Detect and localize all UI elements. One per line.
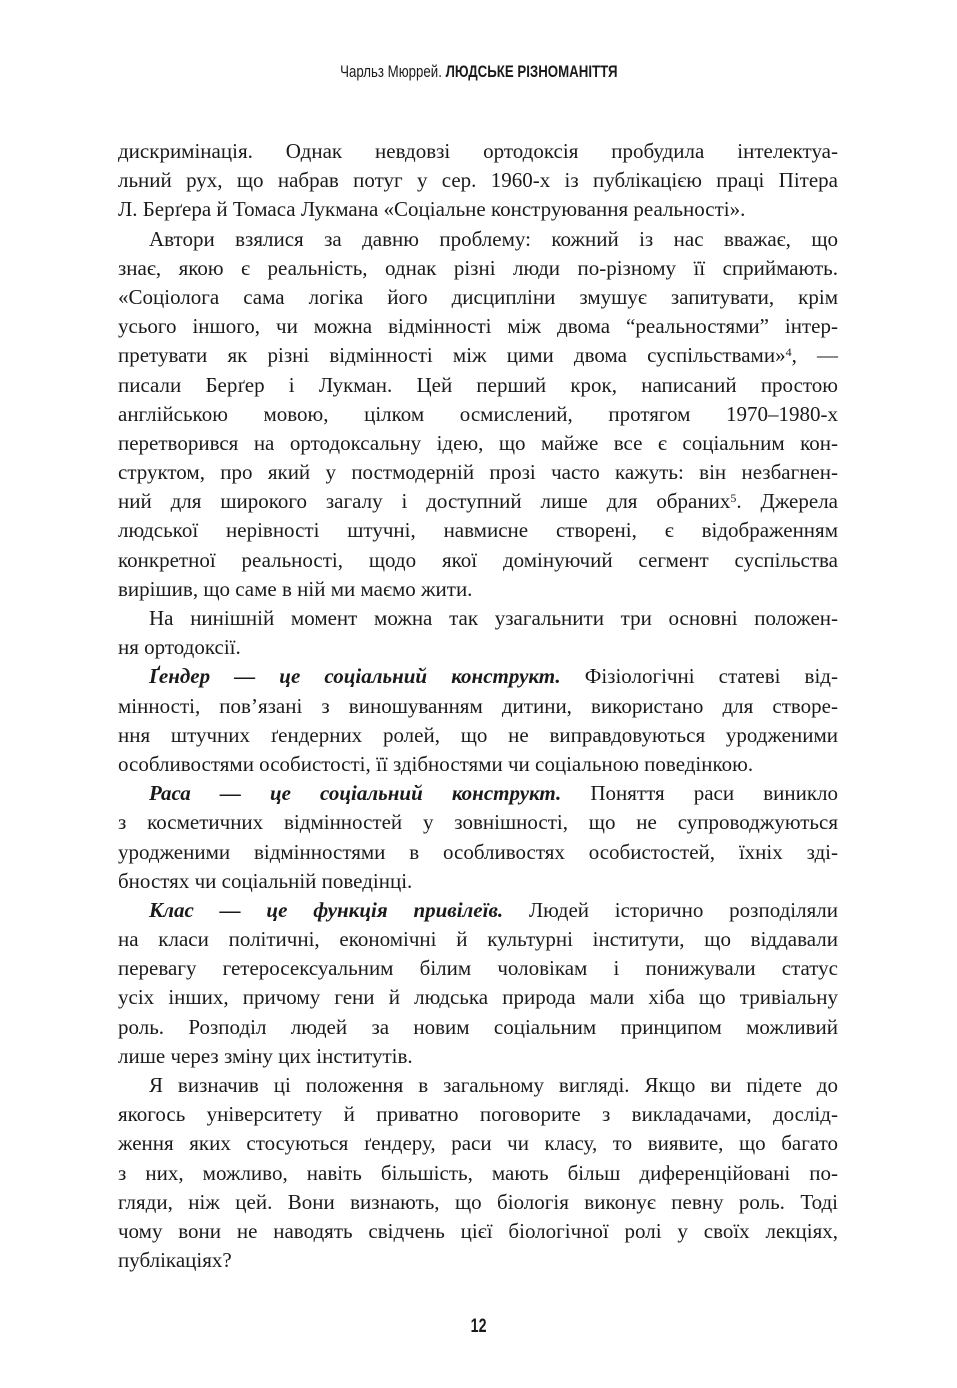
text-line: Л. Берґера й Томаса Лукмана «Соціальне конструювання реальності».: [118, 197, 746, 222]
line-text: Поняття раси виникло: [590, 781, 839, 806]
running-header: [0, 58, 957, 86]
text-line: роль. Розподіл людей за новим соціальним принципом можливий: [118, 1014, 838, 1039]
page-body: [118, 137, 838, 1275]
text-line: Я визначив ці положення в загальному вигляді. Якщо ви підете до: [149, 1073, 838, 1097]
header-book-title: ЛЮДСЬКЕ РІЗНОМАНІТТЯ: [445, 62, 618, 81]
text-line: вирішив, що саме в ній ми маємо жити.: [118, 576, 473, 601]
text-line: усіх інших, причому гени й людська природа мали хіба що тривіальну: [118, 985, 838, 1010]
text-line: лише через зміну цих інститутів.: [118, 1043, 413, 1068]
text-line: публікаціях?: [118, 1248, 232, 1273]
text-line: [118, 779, 838, 808]
text-line: [118, 341, 838, 370]
text-line: писали Берґер і Лукман. Цей перший крок, написаний простою: [118, 372, 838, 397]
header-author: Чарльз Мюррей.: [339, 62, 442, 81]
text-line: структом, про який у постмодерній прозі часто кажуть: він незбагнен-: [118, 460, 838, 485]
text-line: гляди, ніж цей. Вони визнають, що біологія виконує певну роль. Тоді: [118, 1189, 838, 1214]
text-line: людської нерівності штучні, навмисне створені, є відображенням: [118, 518, 838, 543]
footnote-ref[interactable]: 4: [785, 345, 792, 360]
text-line: з них, можливо, навіть більшість, мають більш диференційовані по-: [118, 1160, 838, 1185]
text-line: перевагу гетеросексуальним білим чоловікам і понижували статус: [118, 956, 838, 981]
text-line: [118, 896, 838, 925]
text-line: дискримінація. Однак невдовзі ортодоксія пробудила інтелектуа-: [118, 139, 838, 163]
text-line: чому вони не наводять свідчень цієї біологічної ролі у своїх лекціях,: [118, 1218, 838, 1243]
line-text: ний для широкого загалу і доступний лише для обраних: [118, 489, 731, 514]
text-line: «Соціолога сама логіка його дисципліни змушує запитувати, крім: [118, 284, 838, 309]
text-line: з косметичних відмінностей у зовнішності, що не супроводжуються: [118, 810, 838, 835]
text-line: знає, якою є реальність, однак різні люди по-різному її сприймають.: [118, 255, 838, 280]
text-line: особливостями особистості, її здібностями чи соціальною поведінкою.: [118, 751, 754, 776]
line-text: . Джерела: [736, 489, 838, 514]
text-line: конкретної реальності, щодо якої домінуючий сегмент суспільства: [118, 547, 838, 572]
line-text: Фізіологічні статеві від-: [584, 664, 838, 689]
text-line: усього іншого, чи можна відмінності між двома “реальностями” інтер-: [118, 314, 838, 339]
text-line: ня ортодоксії.: [118, 635, 241, 660]
text-line: ження яких стосуються ґендеру, раси чи класу, то виявите, що багато: [118, 1131, 838, 1156]
thesis-race: Раса — це соціальний конструкт.: [149, 781, 562, 806]
page-number-text: 12: [470, 1316, 487, 1337]
line-text: Людей історично розподіляли: [528, 897, 838, 922]
thesis-class: Клас — це функція привілеїв.: [149, 897, 504, 922]
text-line: льний рух, що набрав потуг у сер. 1960-х із публікацією праці Пітера: [118, 168, 838, 193]
text-line: мінності, пов’язані з виношуванням дитини, використано для створе-: [118, 693, 838, 718]
text-line: Автори взялися за давню проблему: кожний із нас вважає, що: [149, 226, 838, 251]
text-line: [118, 487, 838, 516]
line-text: , —: [791, 343, 838, 368]
text-line: [118, 662, 838, 691]
text-line: бностях чи соціальній поведінці.: [118, 868, 413, 893]
text-line: якогось університету й приватно поговорите з викладачами, дослід-: [118, 1102, 838, 1127]
page-number: [0, 1316, 957, 1338]
thesis-gender: Ґендер — це соціальний конструкт.: [149, 664, 561, 689]
text-line: англійською мовою, цілком осмислений, протягом 1970–1980-х: [118, 401, 838, 426]
text-line: ння штучних ґендерних ролей, що не виправдовуються уродженими: [118, 722, 838, 747]
text-line: на класи політичні, економічні й культурні інститути, що віддавали: [118, 927, 838, 952]
line-text: претувати як різні відмінності між цими двома суспільствами»: [118, 343, 786, 368]
text-line: На нинішній момент можна так узагальнити три основні положен-: [149, 606, 838, 630]
text-line: перетворився на ортодоксальну ідею, що майже все є соціальним кон-: [118, 430, 838, 455]
footnote-ref[interactable]: 5: [730, 491, 737, 506]
text-line: уродженими відмінностями в особливостях особистостей, їхніх зді-: [118, 839, 838, 864]
